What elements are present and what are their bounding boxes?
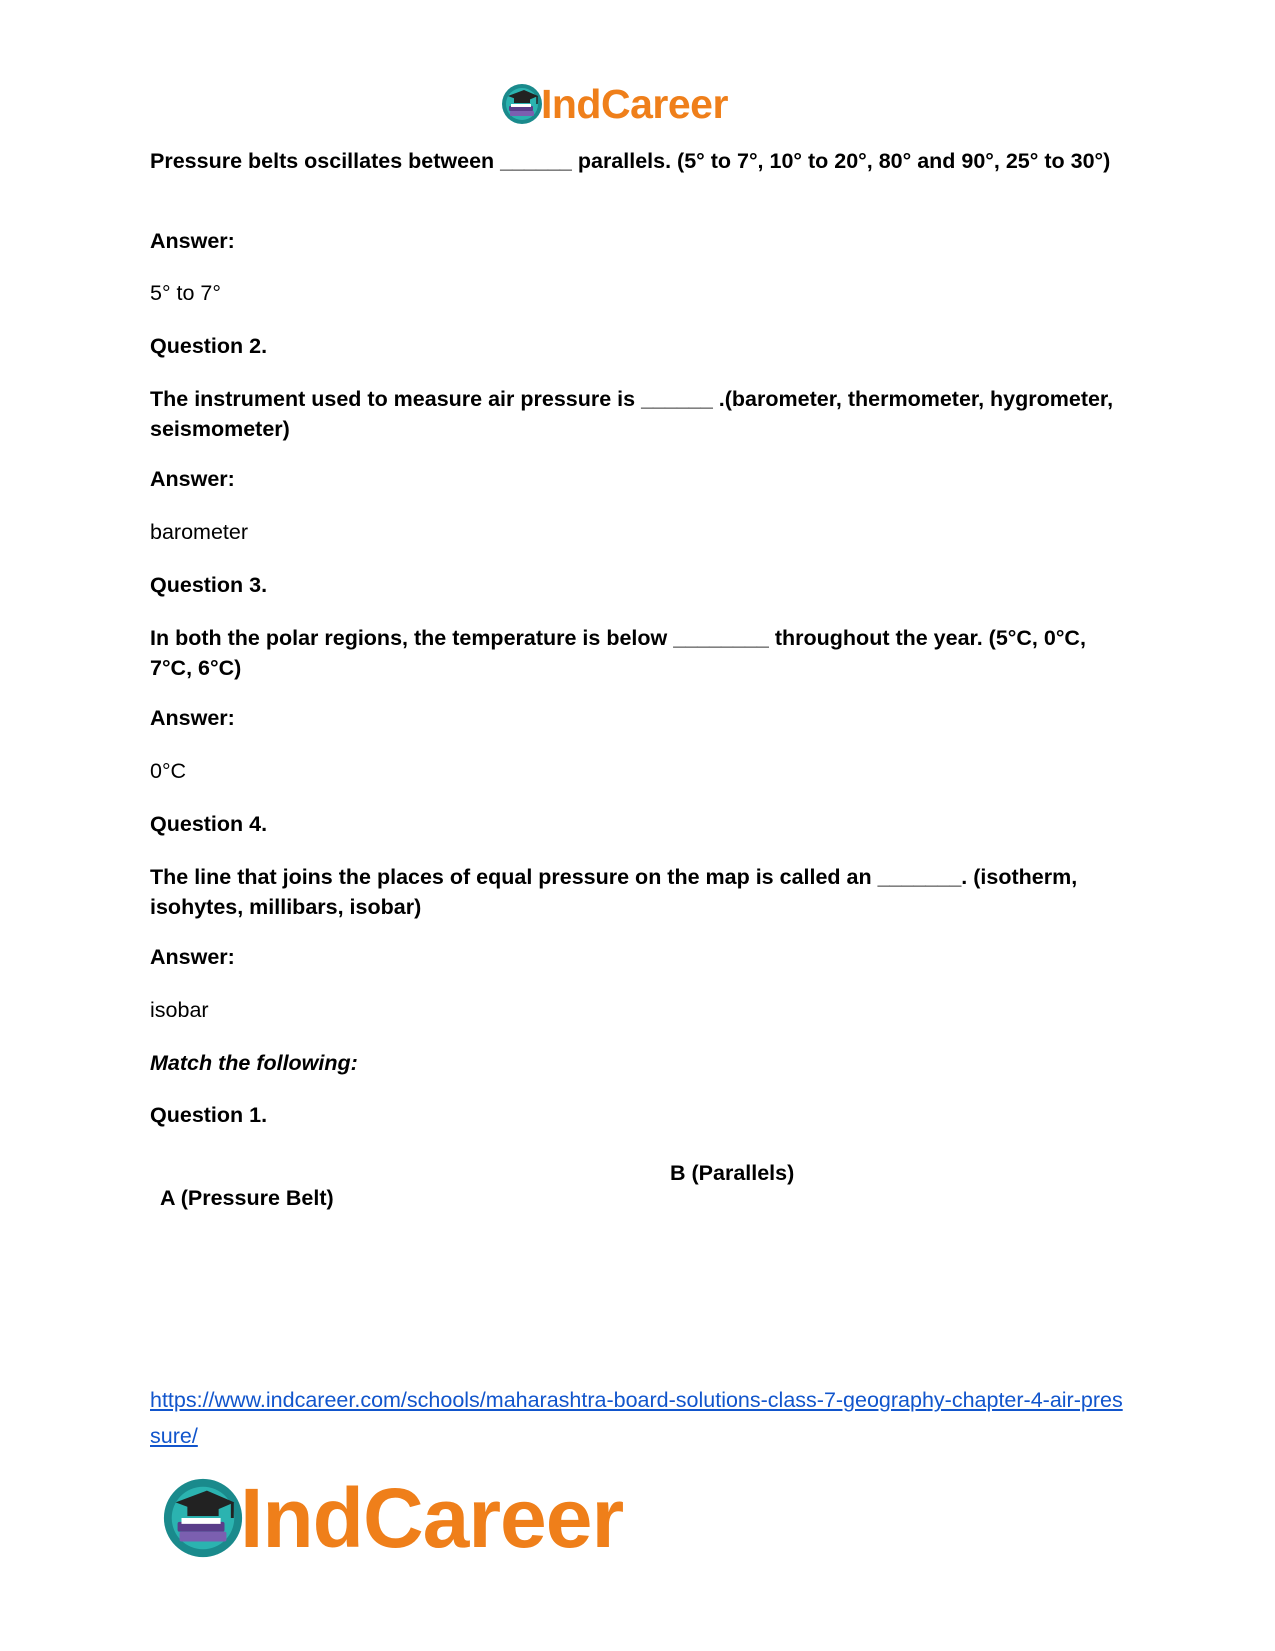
graduation-cap-books-icon <box>500 82 544 126</box>
question-label: Question 3. <box>150 573 268 597</box>
question-1-text: Pressure belts oscillates between ______ parallels. (5° to 7°, 10° to 20°, 80° and 90°, 25° to 30°) <box>150 149 1111 173</box>
graduation-cap-books-icon <box>160 1475 246 1561</box>
answer-label: Answer: <box>150 706 235 730</box>
question-label: Question 4. <box>150 812 268 836</box>
question-label: Question 2. <box>150 334 268 358</box>
match-col-a-header: A (Pressure Belt) <box>160 1186 334 1210</box>
brand-name: IndCareer <box>240 1470 624 1565</box>
question-label: Question 1. <box>150 1103 268 1127</box>
question-4-text: The line that joins the places of equal pressure on the map is called an _______. (isotherm, isohytes, millibars, isobar) <box>150 865 1078 919</box>
header-logo <box>500 78 770 130</box>
answer-text: 0°C <box>150 759 187 783</box>
answer-label: Answer: <box>150 945 235 969</box>
source-url-link[interactable]: https://www.indcareer.com/schools/maharashtra-board-solutions-class-7-geography-chapter-4-air-pressure/ <box>150 1388 1123 1448</box>
match-col-b-header: B (Parallels) <box>670 1161 795 1185</box>
brand-name: IndCareer <box>541 80 728 127</box>
answer-text: isobar <box>150 998 209 1022</box>
answer-label: Answer: <box>150 229 235 253</box>
match-table <box>150 1146 1130 1226</box>
footer-logo <box>160 1468 720 1568</box>
answer-text: barometer <box>150 520 248 544</box>
answer-text: 5° to 7° <box>150 281 221 305</box>
answer-label: Answer: <box>150 467 235 491</box>
question-2-text: The instrument used to measure air pressure is ______ .(barometer, thermometer, hygrometer, seismometer) <box>150 387 1114 441</box>
match-heading: Match the following: <box>150 1051 358 1075</box>
question-3-text: In both the polar regions, the temperature is below ________ throughout the year. (5°C, 0°C, 7°C, 6°C) <box>150 626 1086 680</box>
